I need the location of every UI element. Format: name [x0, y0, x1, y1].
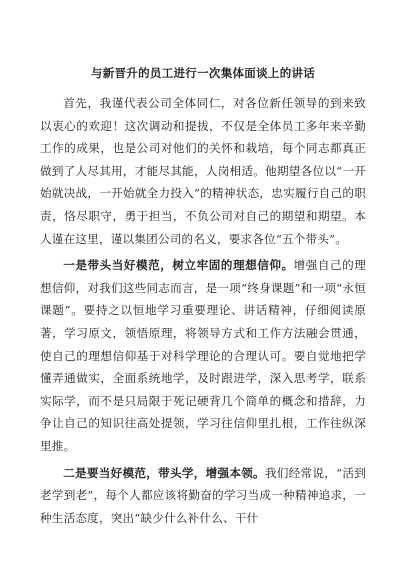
- paragraph-text: 我们经常说，“活到老学到老”，每个人都应该将勤奋的学习当成一种精神追求，一种生活态度，突出“缺少什么补什么、干什: [40, 465, 367, 525]
- paragraph-point-two: [40, 462, 366, 530]
- paragraph-lead: 二是要当好模范，带头学，增强本领。: [63, 465, 265, 480]
- paragraph-point-one: [40, 254, 366, 457]
- paragraph-opening: [40, 92, 366, 250]
- paragraph-text: 首先，我谨代表公司全体同仁，对各位新任领导的到来致以衷心的欢迎！这次调动和提拔，不仅是全体员工多年来辛勤工作的成果，也是公司对他们的关怀和栽培，每个同志都真正做到了人尽其用，才能尽其能，人岗相适。他期望各位以“一开始就决战，一开始就全力投入”的精神状态，忠实履行自己的职责，恪尽职守，勇于担当，不负公司对自己的期望和期望。本人谨在这里，谨以集团公司的名义，要求各位“五个带头”。: [40, 96, 366, 246]
- paragraph-lead: 一是带头当好模范，树立牢固的理想信仰。: [63, 258, 294, 273]
- document-title: 与新晋升的员工进行一次集体面谈上的讲话: [90, 66, 316, 80]
- paragraph-text: 增强自己的理想信仰，对我们这些同志而言，是一项“终身课题”和一项“永恒课题”。要持之以恒地学习重要理论、讲话精神，仔细阅读原著，学习原文，领悟原理，将领导方式和工作方法融会贯通，使自己的理想信仰基于对科学理论的合理认可。要自觉地把学懂弄通做实，全面系统地学，及时跟进学，深入思考学，联系实际学，而不是只局限于死记硬背几个简单的概念和措辞，力争让自己的知识往高处提领，学习往信仰里扎根，工作往纵深里推。: [40, 258, 366, 453]
